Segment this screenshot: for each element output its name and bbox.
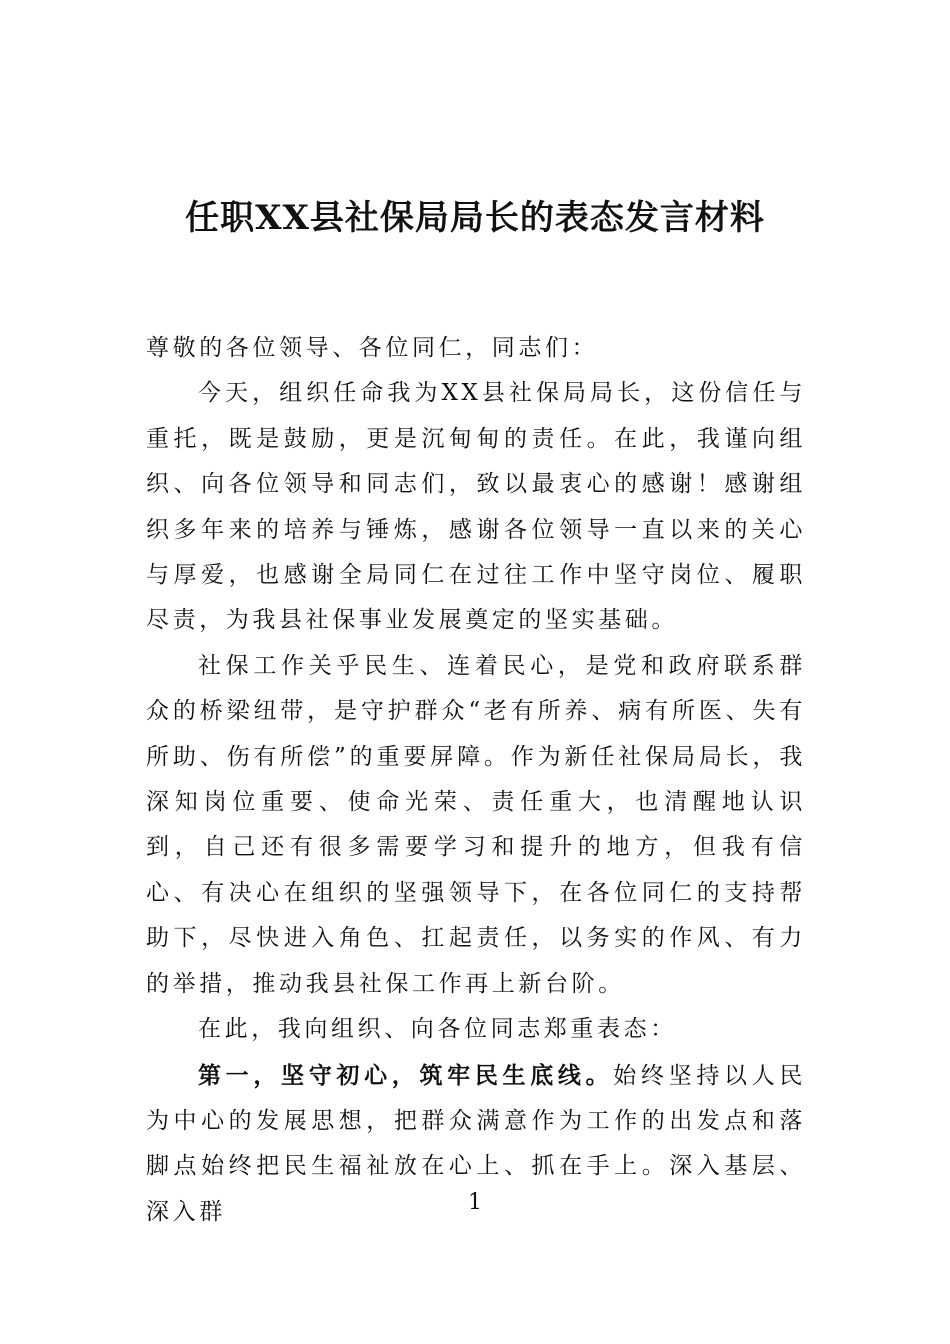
point-1-heading: 第一，坚守初心，筑牢民生底线。 (198, 1061, 614, 1089)
document-title: 任职XX县社保局局长的表态发言材料 (185, 198, 765, 238)
paragraph-2: 社保工作关乎民生、连着民心，是党和政府联系群众的桥梁纽带，是守护群众“老有所养、病有所医、失有所助、伤有所偿”的重要屏障。作为新任社保局局长，我深知岗位重要、使命光荣、责任重大，也清醒地认识到，自己还有很多需要学习和提升的地方，但我有信心、有决心在组织的坚强领导下，在各位同仁的支持帮助下，尽快进入角色、扛起责任，以务实的作风、有力的举措，推动我县社保工作再上新台阶。 (146, 652, 806, 997)
point-1-text: 始终坚持以人民为中心的发展思想，把群众满意作为工作的出发点和落脚点始终把民生福祉放在心上、抓在手上。深入基层、深入群 (146, 1062, 807, 1225)
salutation: 尊敬的各位领导、各位同仁，同志们： (146, 335, 599, 361)
paragraph-3: 在此，我向组织、向各位同志郑重表态： (198, 1016, 677, 1043)
document-body (146, 326, 806, 1235)
paragraph-1: 今天，组织任命我为XX县社保局局长，这份信任与重托，既是鼓励，更是沉甸甸的责任。在此，我谨向组织、向各位领导和同志们，致以最衷心的感谢！感谢组织多年来的培养与锤炼，感谢各位领导一直以来的关心与厚爱，也感谢全局同仁在过往工作中坚守岗位、履职尽责，为我县社保事业发展奠定的坚实基础。 (146, 380, 806, 634)
page-number: 1 (468, 1190, 482, 1215)
